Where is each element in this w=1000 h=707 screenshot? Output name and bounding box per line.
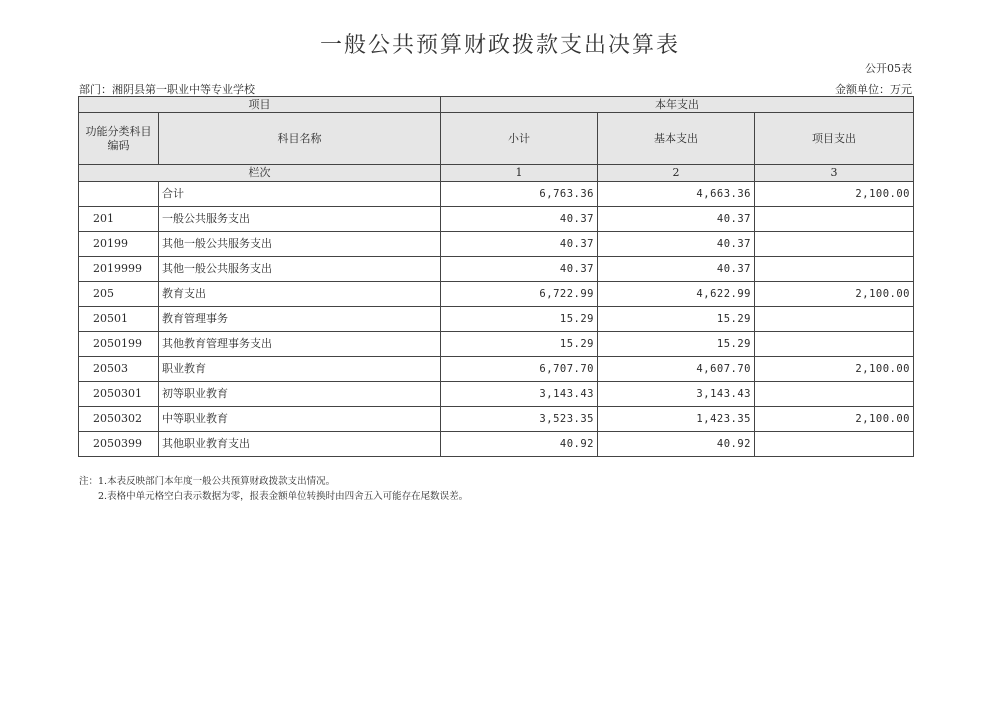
row-name: 其他教育管理事务支出 <box>159 332 441 357</box>
document-title: 一般公共预算财政拨款支出决算表 <box>319 33 680 58</box>
row-code: 2019999 <box>79 257 159 282</box>
column-index-label: 栏次 <box>79 165 441 182</box>
row-project <box>755 207 914 232</box>
row-project <box>755 232 914 257</box>
row-basic: 40.37 <box>598 257 755 282</box>
header-year-expenditure-group: 本年支出 <box>441 97 914 113</box>
row-name: 合计 <box>159 182 441 207</box>
table-row <box>79 307 914 332</box>
table-row <box>79 357 914 382</box>
row-basic: 40.92 <box>598 432 755 457</box>
row-subtotal: 40.37 <box>441 232 598 257</box>
footnote-1: 注：1.本表反映部门本年度一般公共预算财政拨款支出情况。 <box>79 476 336 487</box>
row-code: 20199 <box>79 232 159 257</box>
form-number: 公开05表 <box>865 62 912 75</box>
table-body <box>79 97 914 457</box>
row-subtotal: 40.37 <box>441 257 598 282</box>
row-code: 20503 <box>79 357 159 382</box>
table-row-total <box>79 182 914 207</box>
row-subtotal: 6,763.36 <box>441 182 598 207</box>
department-label: 部门：湘阴县第一职业中等专业学校 <box>79 83 255 96</box>
row-code: 2050199 <box>79 332 159 357</box>
row-basic: 1,423.35 <box>598 407 755 432</box>
row-subtotal: 40.37 <box>441 207 598 232</box>
row-basic: 4,622.99 <box>598 282 755 307</box>
table-row <box>79 382 914 407</box>
row-subtotal: 40.92 <box>441 432 598 457</box>
row-project: 2,100.00 <box>755 282 914 307</box>
row-code: 2050302 <box>79 407 159 432</box>
header-code-column: 功能分类科目编码 <box>79 113 159 165</box>
row-project <box>755 257 914 282</box>
row-code <box>79 182 159 207</box>
row-name: 初等职业教育 <box>159 382 441 407</box>
row-subtotal: 6,707.70 <box>441 357 598 382</box>
row-name: 中等职业教育 <box>159 407 441 432</box>
row-project <box>755 332 914 357</box>
column-index-2: 2 <box>598 165 755 182</box>
row-project: 2,100.00 <box>755 357 914 382</box>
row-subtotal: 6,722.99 <box>441 282 598 307</box>
header-row-group <box>79 97 914 113</box>
row-project <box>755 307 914 332</box>
row-project: 2,100.00 <box>755 182 914 207</box>
row-basic: 15.29 <box>598 307 755 332</box>
column-index-3: 3 <box>755 165 914 182</box>
row-project <box>755 432 914 457</box>
row-name: 职业教育 <box>159 357 441 382</box>
table-row <box>79 232 914 257</box>
table-row <box>79 282 914 307</box>
row-name: 教育管理事务 <box>159 307 441 332</box>
table-row <box>79 407 914 432</box>
footnotes <box>79 474 468 504</box>
row-name: 教育支出 <box>159 282 441 307</box>
budget-expenditure-table <box>78 96 914 457</box>
row-code: 2050301 <box>79 382 159 407</box>
row-basic: 4,607.70 <box>598 357 755 382</box>
header-subtotal-column: 小计 <box>441 113 598 165</box>
row-subtotal: 15.29 <box>441 332 598 357</box>
header-row-columns <box>79 113 914 165</box>
row-basic: 3,143.43 <box>598 382 755 407</box>
header-item-group: 项目 <box>79 97 441 113</box>
row-code: 205 <box>79 282 159 307</box>
row-basic: 15.29 <box>598 332 755 357</box>
row-code: 20501 <box>79 307 159 332</box>
row-code: 201 <box>79 207 159 232</box>
row-subtotal: 3,523.35 <box>441 407 598 432</box>
row-name: 一般公共服务支出 <box>159 207 441 232</box>
row-subtotal: 3,143.43 <box>441 382 598 407</box>
header-row-index <box>79 165 914 182</box>
amount-unit-label: 金额单位：万元 <box>835 83 912 96</box>
table-row <box>79 432 914 457</box>
row-project: 2,100.00 <box>755 407 914 432</box>
row-basic: 40.37 <box>598 207 755 232</box>
row-name: 其他一般公共服务支出 <box>159 232 441 257</box>
row-basic: 40.37 <box>598 232 755 257</box>
row-name: 其他一般公共服务支出 <box>159 257 441 282</box>
row-project <box>755 382 914 407</box>
row-subtotal: 15.29 <box>441 307 598 332</box>
table-row <box>79 257 914 282</box>
header-basic-column: 基本支出 <box>598 113 755 165</box>
header-project-column: 项目支出 <box>755 113 914 165</box>
row-basic: 4,663.36 <box>598 182 755 207</box>
row-code: 2050399 <box>79 432 159 457</box>
table-row <box>79 207 914 232</box>
header-name-column: 科目名称 <box>159 113 441 165</box>
column-index-1: 1 <box>441 165 598 182</box>
footnote-2: 2.表格中单元格空白表示数据为零，报表金额单位转换时由四舍五入可能存在尾数误差。 <box>98 491 469 502</box>
row-name: 其他职业教育支出 <box>159 432 441 457</box>
table-row <box>79 332 914 357</box>
